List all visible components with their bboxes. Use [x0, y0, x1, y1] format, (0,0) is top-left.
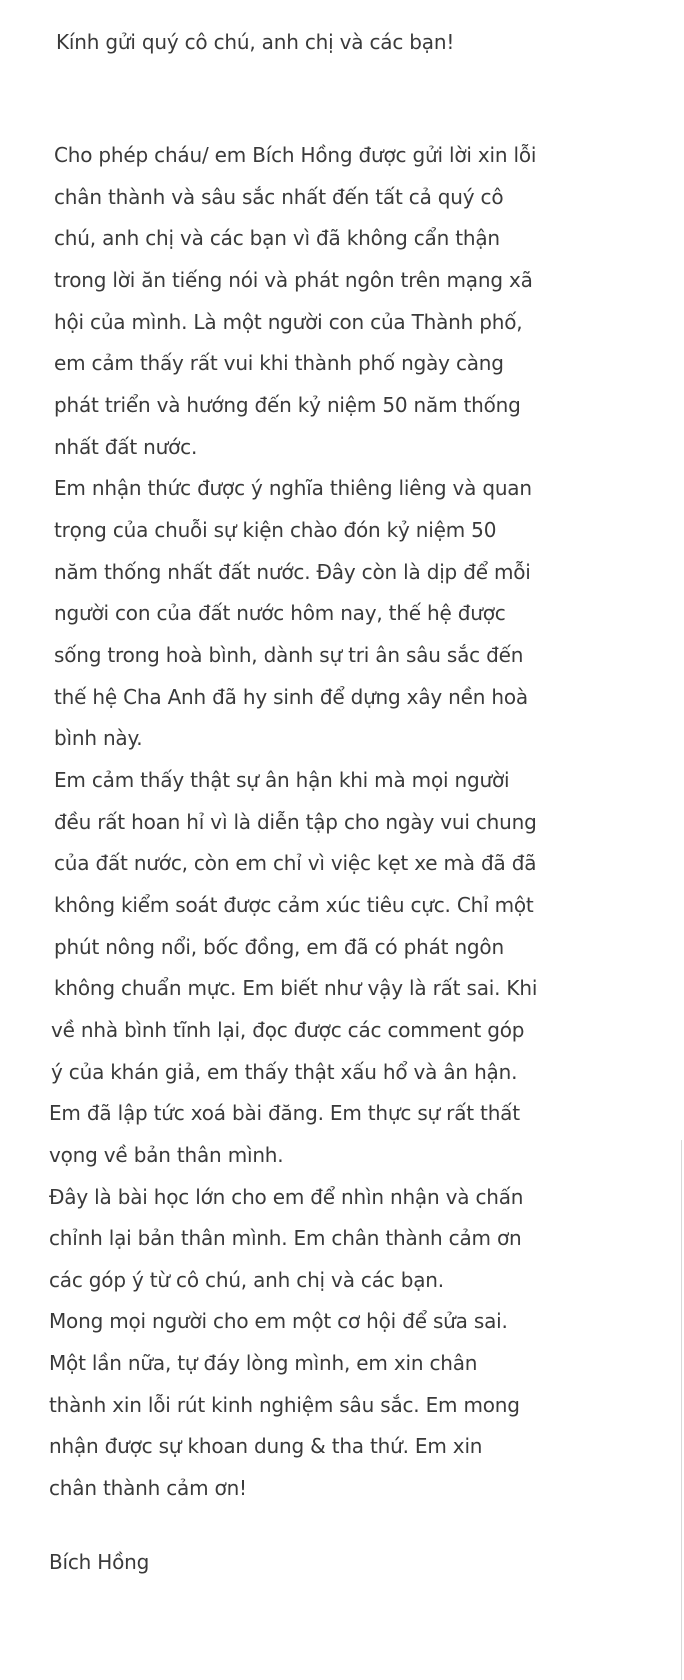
letter-line: ý của khán giả, em thấy thật xấu hổ và ân hận. [51, 1059, 518, 1084]
letter-line: phút nông nổi, bốc đồng, em đã có phát ngôn [54, 934, 504, 959]
letter-line: Cho phép cháu/ em Bích Hồng được gửi lời xin lỗi [54, 143, 537, 167]
right-edge-divider [681, 1140, 682, 1680]
letter-line: nhất đất nước. [54, 434, 198, 459]
letter-line: Em nhận thức được ý nghĩa thiêng liêng và quan [54, 476, 532, 501]
letter-line: sống trong hoà bình, dành sự tri ân sâu sắc đến [54, 642, 524, 667]
letter-line: người con của đất nước hôm nay, thế hệ được [54, 601, 506, 626]
letter-line: hội của mình. Là một người con của Thành phố, [54, 309, 523, 334]
letter-line: Đây là bài học lớn cho em để nhìn nhận và chấn [49, 1184, 524, 1209]
letter-line: phát triển và hướng đến kỷ niệm 50 năm thống [54, 392, 521, 417]
letter-line: thế hệ Cha Anh đã hy sinh để dựng xây nền hoà [54, 684, 528, 709]
letter-line: của đất nước, còn em chỉ vì việc kẹt xe mà đã đã [54, 851, 537, 876]
letter-line: chú, anh chị và các bạn vì đã không cẩn thận [54, 226, 500, 251]
letter-line: chân thành cảm ơn! [49, 1476, 247, 1501]
letter-line: thành xin lỗi rút kinh nghiệm sâu sắc. Em mong [49, 1392, 520, 1417]
greeting: Kính gửi quý cô chú, anh chị và các bạn! [56, 30, 455, 54]
letter-line: các góp ý từ cô chú, anh chị và các bạn. [49, 1267, 444, 1292]
letter-line: vọng về bản thân mình. [49, 1142, 284, 1167]
letter-line: Một lần nữa, tự đáy lòng mình, em xin chân [49, 1351, 478, 1376]
signature: Bích Hồng [49, 1550, 150, 1574]
letter-line: đều rất hoan hỉ vì là diễn tập cho ngày vui chung [54, 809, 537, 834]
letter-line: Em cảm thấy thật sự ân hận khi mà mọi người [54, 767, 510, 792]
letter-line: không chuẩn mực. Em biết như vậy là rất sai. Khi [54, 976, 538, 1001]
letter-line: Mong mọi người cho em một cơ hội để sửa sai. [49, 1309, 508, 1334]
letter-line: không kiểm soát được cảm xúc tiêu cực. Chỉ một [54, 892, 534, 917]
letter-line: trọng của chuỗi sự kiện chào đón kỷ niệm 50 [54, 517, 497, 542]
letter-line: em cảm thấy rất vui khi thành phố ngày càng [54, 351, 504, 376]
letter-line: Em đã lập tức xoá bài đăng. Em thực sự rất thất [49, 1101, 520, 1126]
letter-line: trong lời ăn tiếng nói và phát ngôn trên mạng xã [54, 267, 533, 292]
letter-line: nhận được sự khoan dung & tha thứ. Em xin [49, 1434, 483, 1459]
letter-line: chân thành và sâu sắc nhất đến tất cả quý cô [54, 184, 504, 209]
letter-line: bình này. [54, 726, 143, 751]
letter-line: về nhà bình tĩnh lại, đọc được các comment góp [51, 1017, 525, 1042]
letter-line: chỉnh lại bản thân mình. Em chân thành cảm ơn [49, 1226, 522, 1251]
letter-line: năm thống nhất đất nước. Đây còn là dịp để mỗi [54, 559, 531, 584]
